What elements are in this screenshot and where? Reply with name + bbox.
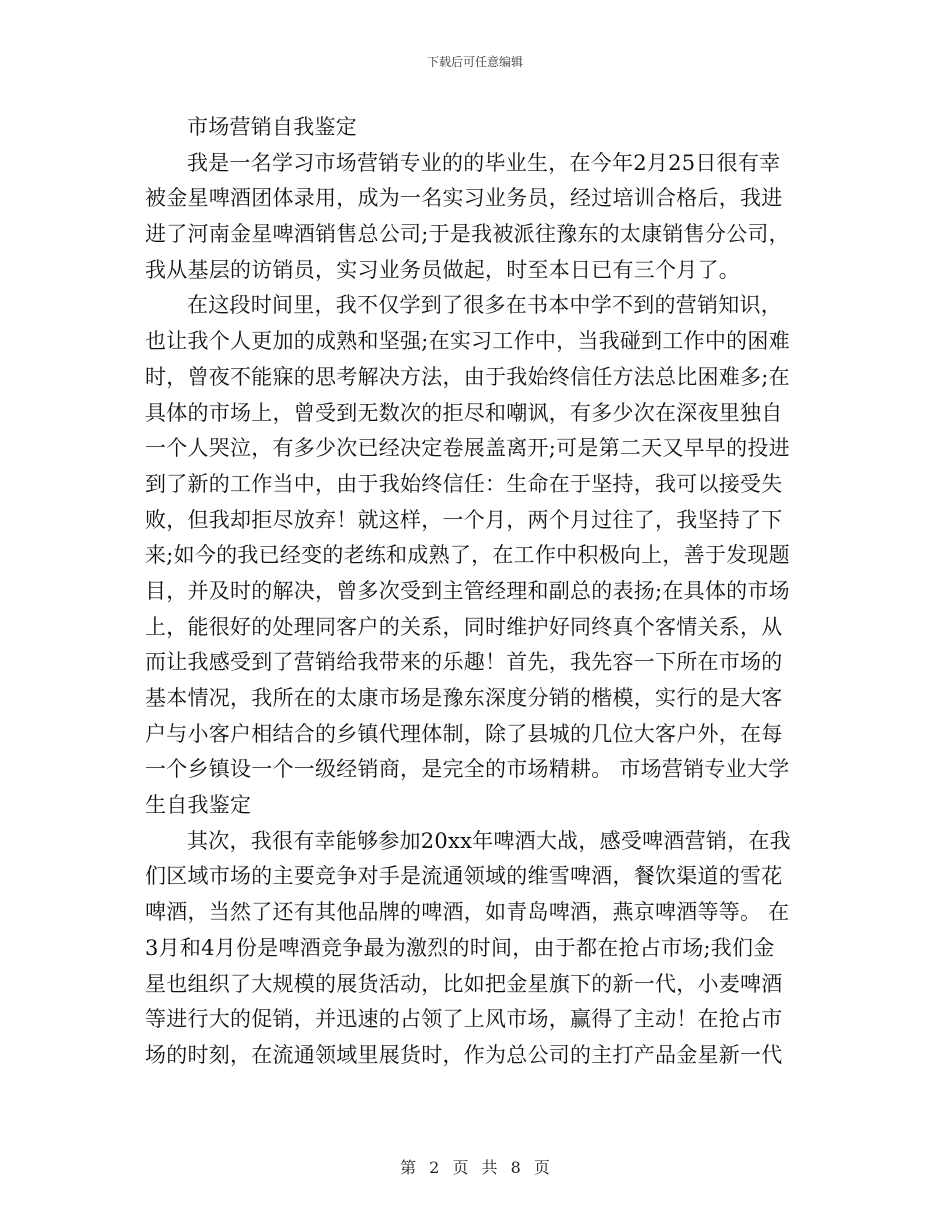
text-line: 上，能很好的处理同客户的关系，同时维护好同终真个客情关系，从 <box>145 614 783 639</box>
text-line: 一个人哭泣，有多少次已经决定卷展盖离开;可是第二天又早早的投进 <box>145 436 790 461</box>
page-header: 下载后可任意编辑 <box>426 55 523 69</box>
document-body <box>145 110 810 1074</box>
text-line: 其次，我很有幸能够参加20xx年啤酒大战，感受啤酒营销，在我 <box>187 828 791 853</box>
text-line: 啤酒，当然了还有其他品牌的啤酒，如青岛啤酒，燕京啤酒等等。 在 <box>145 900 790 925</box>
text-line: 户与小客户相结合的乡镇代理体制，除了县城的几位大客户外，在每 <box>145 721 783 746</box>
text-line: 生自我鉴定 <box>145 793 252 818</box>
text-line: 等进行大的促销，并迅速的占领了上风市场，赢得了主动！在抢占市 <box>145 1007 783 1032</box>
text-line: 目，并及时的解决，曾多次受到主管经理和副总的表扬;在具体的市场 <box>145 578 790 603</box>
text-line: 时，曾夜不能寐的思考解决方法，由于我始终信任方法总比困难多;在 <box>145 364 790 389</box>
text-line: 星也组织了大规模的展货活动，比如把金星旗下的新一代，小麦啤酒 <box>145 971 783 996</box>
text-line: 而让我感受到了营销给我带来的乐趣！首先，我先容一下所在市场的 <box>145 650 783 675</box>
text-line: 也让我个人更加的成熟和坚强;在实习工作中，当我碰到工作中的困难 <box>145 329 790 354</box>
text-line: 一个乡镇设一个一级经销商，是完全的市场精耕。 市场营销专业大学 <box>145 757 790 782</box>
text-line: 们区域市场的主要竞争对手是流通领域的维雪啤酒，餐饮渠道的雪花 <box>145 864 783 889</box>
text-line: 具体的市场上，曾受到无数次的拒尽和嘲讽，有多少次在深夜里独自 <box>145 400 783 425</box>
text-line: 3月和4月份是啤酒竞争最为激烈的时间，由于都在抢占市场;我们金 <box>145 935 775 960</box>
text-line: 场的时刻，在流通领域里展货时，作为总公司的主打产品金星新一代 <box>145 1042 783 1067</box>
text-line: 在这段时间里，我不仅学到了很多在书本中学不到的营销知识， <box>187 293 782 318</box>
text-line: 被金星啤酒团体录用，成为一名实习业务员，经过培训合格后，我进 <box>145 186 783 211</box>
text-line: 我从基层的访销员，实习业务员做起，时至本日已有三个月了。 <box>145 257 740 282</box>
text-line: 来;如今的我已经变的老练和成熟了，在工作中积极向上，善于发现题 <box>145 543 790 568</box>
text-line: 基本情况，我所在的太康市场是豫东深度分销的楷模，实行的是大客 <box>145 686 783 710</box>
document-title: 市场营销自我鉴定 <box>187 115 357 139</box>
text-line: 进了河南金星啤酒销售总公司;于是我被派往豫东的太康销售分公司， <box>145 222 790 247</box>
text-line: 败，但我却拒尽放弃！就这样，一个月，两个月过往了，我坚持了下 <box>145 507 783 532</box>
page-footer: 第 2 页 共 8 页 <box>400 1158 550 1177</box>
text-line: 我是一名学习市场营销专业的的毕业生，在今年2月25日很有幸 <box>187 150 781 175</box>
text-line: 到了新的工作当中，由于我始终信任：生命在于坚持，我可以接受失 <box>145 471 783 496</box>
